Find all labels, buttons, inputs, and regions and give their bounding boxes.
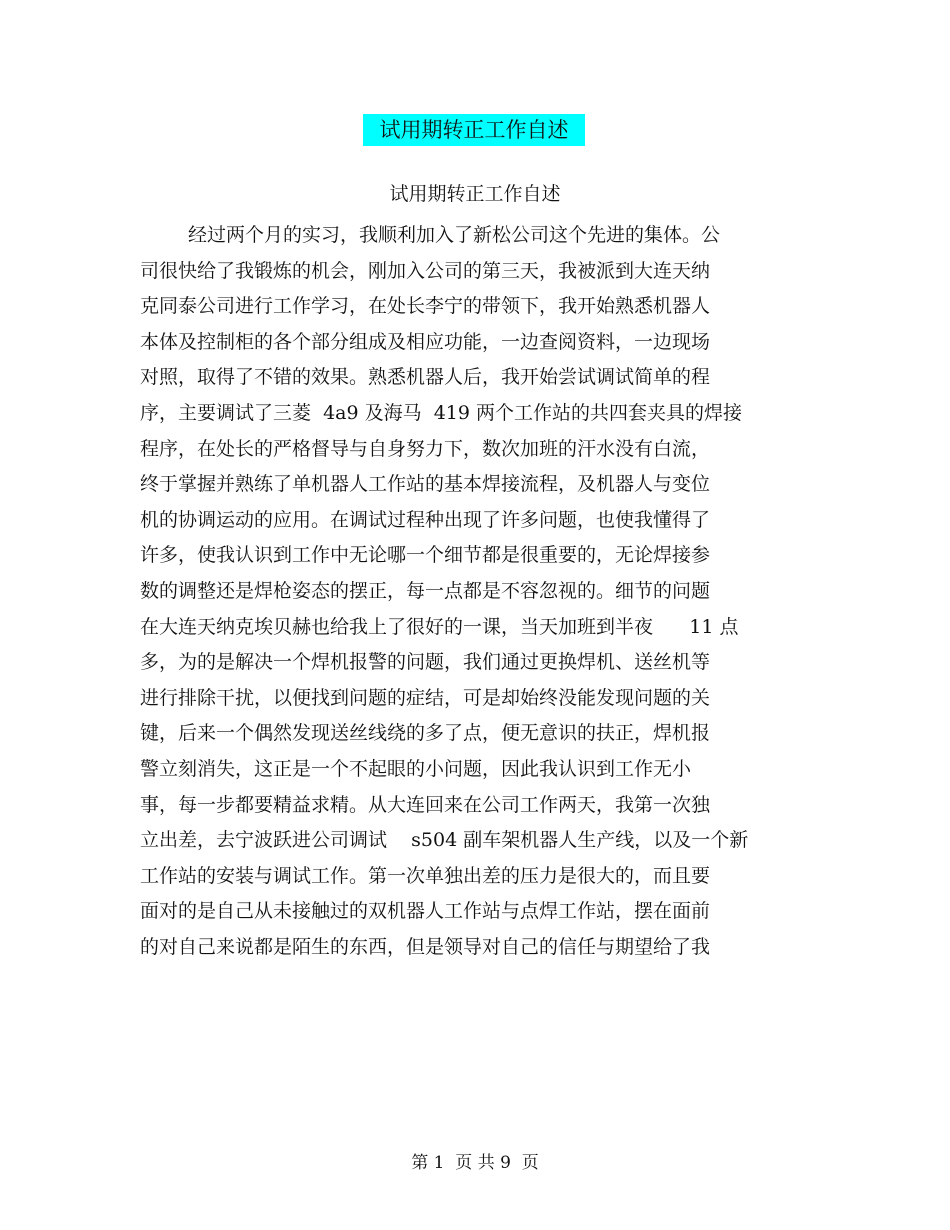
text-line: 事，每一步都要精益求精。从大连回来在公司工作两天，我第一次独 <box>140 793 711 816</box>
text-line: 序，主要调试了三菱 4a9 及海马 419 两个工作站的共四套夹具的焊接 <box>140 401 743 424</box>
text-line: 面对的是自己从未接触过的双机器人工作站与点焊工作站，摆在面前 <box>140 900 711 923</box>
text-line: 经过两个月的实习，我顺利加入了新松公司这个先进的集体。公 <box>188 224 721 246</box>
text-line: 的对自己来说都是陌生的东西，但是领导对自己的信任与期望给了我 <box>140 935 711 958</box>
text-line: 警立刻消失，这正是一个不起眼的小问题，因此我认识到工作无小 <box>140 757 692 780</box>
text-line: 机的协调运动的应用。在调试过程种出现了许多问题，也使我懂得了 <box>140 508 711 531</box>
body-text <box>140 218 800 965</box>
text-line: 终于掌握并熟练了单机器人工作站的基本焊接流程，及机器人与变位 <box>140 473 711 496</box>
text-line: 对照，取得了不错的效果。熟悉机器人后，我开始尝试调试简单的程 <box>140 366 711 389</box>
text-line: 程序，在处长的严格督导与自身努力下，数次加班的汗水没有白流， <box>140 437 711 460</box>
text-line: 数的调整还是焊枪姿态的摆正，每一点都是不容忽视的。细节的问题 <box>140 579 711 602</box>
text-line: 许多，使我认识到工作中无论哪一个细节都是很重要的，无论焊接参 <box>140 544 711 567</box>
text-line: 司很快给了我锻炼的机会，刚加入公司的第三天，我被派到大连天纳 <box>140 259 711 282</box>
document-title: 试用期转正工作自述 <box>363 114 585 146</box>
text-line: 键，后来一个偶然发现送丝线绕的多了点，便无意识的扶正，焊机报 <box>140 722 711 745</box>
text-line: 进行排除干扰，以便找到问题的症结，可是却始终没能发现问题的关 <box>140 686 711 709</box>
text-line: 立出差，去宁波跃进公司调试 s504 副车架机器人生产线，以及一个新 <box>140 829 749 852</box>
text-line: 本体及控制柜的各个部分组成及相应功能，一边查阅资料，一边现场 <box>140 330 711 353</box>
text-line: 在大连天纳克埃贝赫也给我上了很好的一课，当天加班到半夜 11 点 <box>140 615 739 638</box>
text-line: 克同泰公司进行工作学习，在处长李宁的带领下，我开始熟悉机器人 <box>140 295 711 318</box>
text-line: 多，为的是解决一个焊机报警的问题，我们通过更换焊机、送丝机等 <box>140 651 711 674</box>
text-line: 工作站的安装与调试工作。第一次单独出差的压力是很大的，而且要 <box>140 864 711 887</box>
page-number-footer: 第 1 页 共 9 页 <box>411 1153 539 1173</box>
document-subtitle: 试用期转正工作自述 <box>389 183 561 205</box>
